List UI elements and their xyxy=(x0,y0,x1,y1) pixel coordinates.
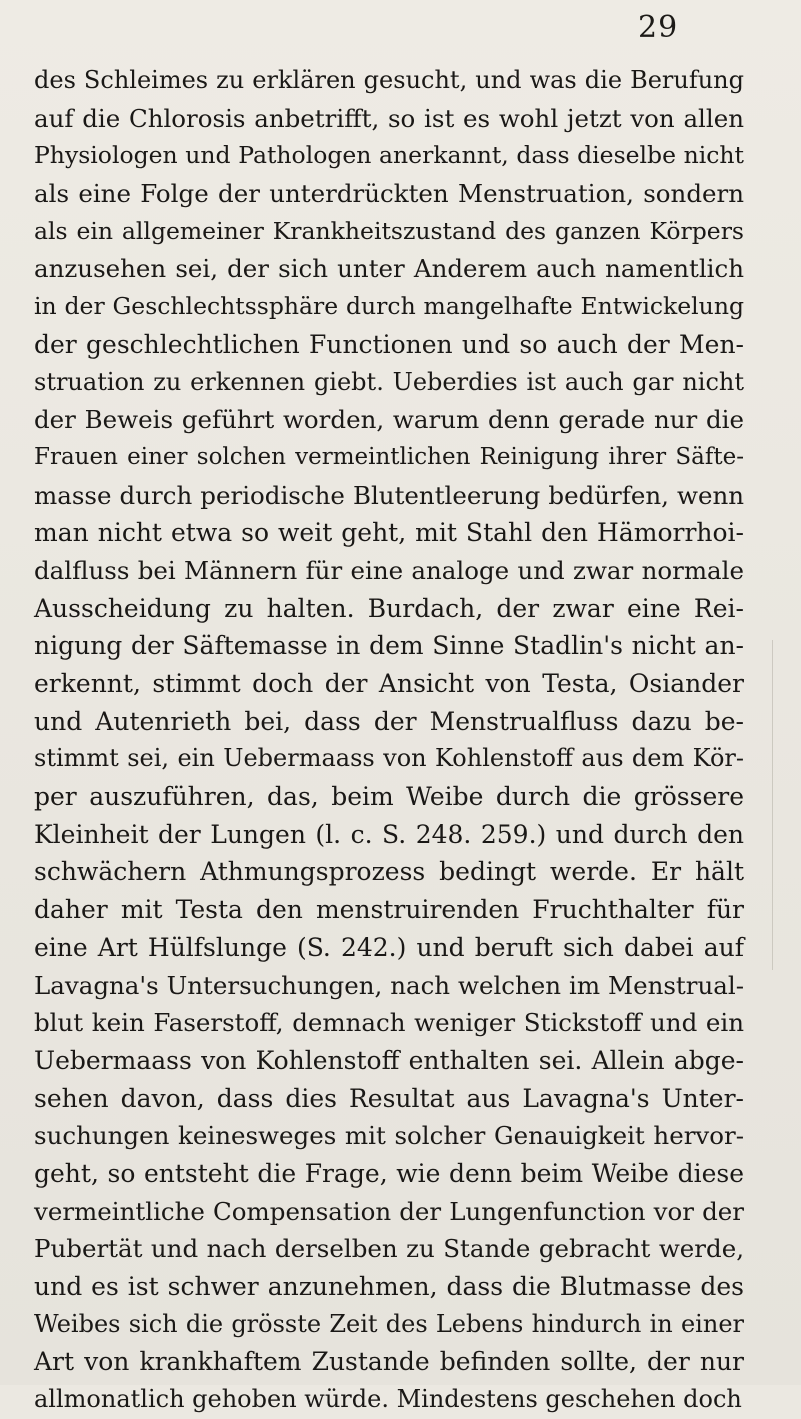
text-line: Lavagna's Untersuchungen, nach welchen im Menstrual- xyxy=(34,970,744,1000)
text-line: des Schleimes zu erklären gesucht, und was die Berufung xyxy=(34,66,744,94)
text-line: Weibes sich die grösste Zeit des Lebens hindurch in einer xyxy=(34,1309,744,1338)
text-line: vermeintliche Compensation der Lungenfunction vor der xyxy=(34,1196,744,1226)
text-line: Ausscheidung zu halten. Burdach, der zwar eine Rei- xyxy=(34,593,744,623)
text-line: allmonatlich gehoben würde. Mindestens geschehen doch xyxy=(34,1385,742,1414)
text-line: daher mit Testa den menstruirenden Fruchthalter für xyxy=(34,895,744,925)
text-line: Pubertät und nach derselben zu Stande gebracht werde, xyxy=(34,1234,744,1264)
text-line: Uebermaass von Kohlenstoff enthalten sei. Allein abge- xyxy=(34,1045,744,1075)
text-line: per auszuführen, das, beim Weibe durch die grössere xyxy=(34,782,744,812)
text-line: der geschlechtlichen Functionen und so auch der Men- xyxy=(34,329,744,359)
text-line: und es ist schwer anzunehmen, dass die Blutmasse des xyxy=(34,1272,744,1301)
text-line: als eine Folge der unterdrückten Menstruation, sondern xyxy=(34,179,744,209)
text-line: stimmt sei, ein Uebermaass von Kohlenstoff aus dem Kör- xyxy=(34,744,744,773)
text-line: Kleinheit der Lungen (l. c. S. 248. 259.) und durch den xyxy=(34,819,744,849)
text-line: suchungen keinesweges mit solcher Genauigkeit hervor- xyxy=(34,1121,744,1151)
text-line: sehen davon, dass dies Resultat aus Lavagna's Unter- xyxy=(34,1083,744,1113)
margin-mark xyxy=(772,640,793,970)
text-line: Physiologen und Pathologen anerkannt, dass dieselbe nicht xyxy=(34,141,744,170)
text-line: geht, so entsteht die Frage, wie denn beim Weibe diese xyxy=(34,1158,744,1188)
text-line: blut kein Faserstoff, demnach weniger Stickstoff und ein xyxy=(34,1008,744,1038)
text-line: struation zu erkennen giebt. Ueberdies ist auch gar nicht xyxy=(34,367,744,396)
text-line: erkennt, stimmt doch der Ansicht von Testa, Osiander xyxy=(34,669,744,698)
body-text xyxy=(34,62,744,1419)
text-line: Art von krankhaftem Zustande befinden sollte, der nur xyxy=(34,1347,744,1377)
text-line: der Beweis geführt worden, warum denn gerade nur die xyxy=(34,405,744,435)
text-line: als ein allgemeiner Krankheitszustand des ganzen Körpers xyxy=(34,216,744,245)
text-line: in der Geschlechtssphäre durch mangelhafte Entwickelung xyxy=(34,292,744,321)
text-line: und Autenrieth bei, dass der Menstrualfluss dazu be- xyxy=(34,706,744,736)
text-line: anzusehen sei, der sich unter Anderem auch namentlich xyxy=(34,254,744,284)
text-line: eine Art Hülfslunge (S. 242.) und beruft sich dabei auf xyxy=(34,932,744,962)
text-line: schwächern Athmungsprozess bedingt werde. Er hält xyxy=(34,857,744,887)
text-line: man nicht etwa so weit geht, mit Stahl den Hämorrhoi- xyxy=(34,518,744,548)
page-number: 29 xyxy=(638,10,679,45)
text-line: auf die Chlorosis anbetrifft, so ist es wohl jetzt von allen xyxy=(34,103,744,133)
text-line: masse durch periodische Blutentleerung bedürfen, wenn xyxy=(34,480,744,510)
text-line: Frauen einer solchen vermeintlichen Reinigung ihrer Säfte- xyxy=(34,443,744,470)
text-line: dalfluss bei Männern für eine analoge und zwar normale xyxy=(34,555,744,585)
text-line: nigung der Säftemasse in dem Sinne Stadlin's nicht an- xyxy=(34,631,744,661)
